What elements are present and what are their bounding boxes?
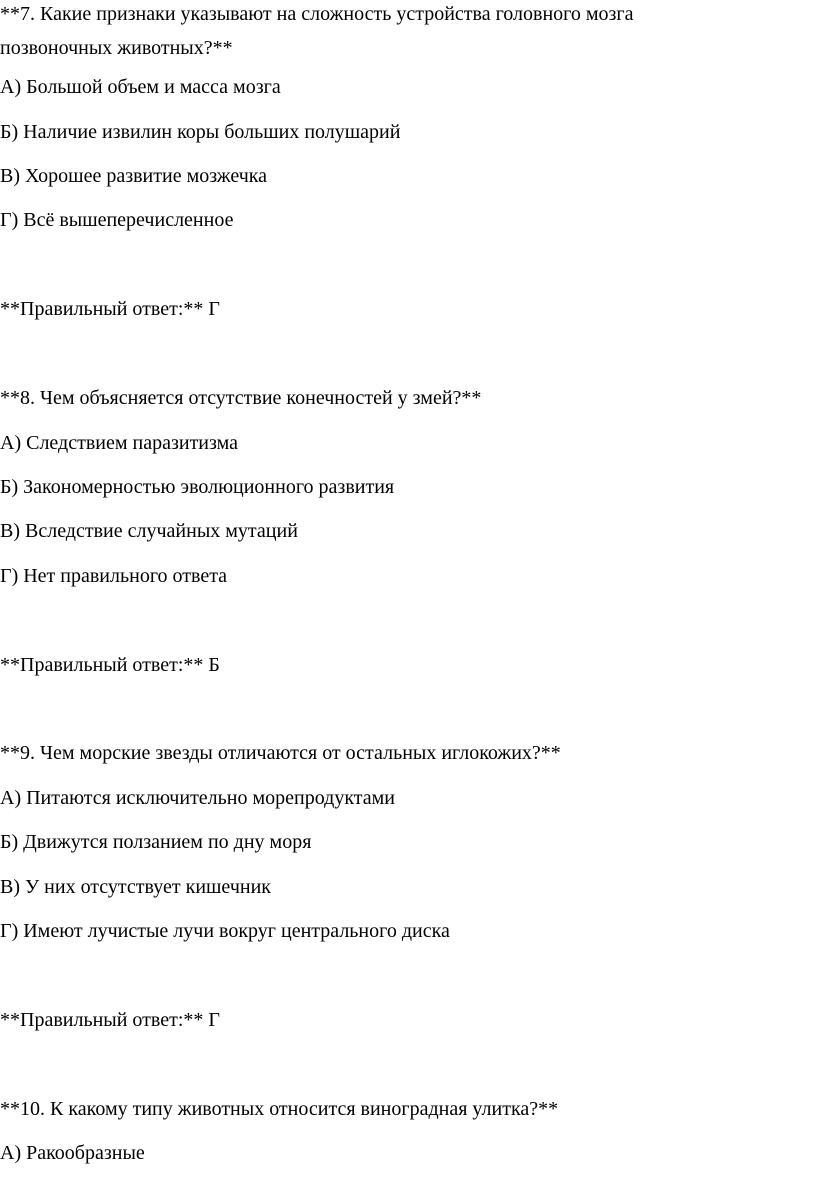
question-10-title: **10. К какому типу животных относится виноградная улитка?** — [0, 1098, 559, 1120]
question-7-option-d: Г) Всё вышеперечисленное — [0, 209, 234, 231]
question-8-title: **8. Чем объясняется отсутствие конечностей у змей?** — [0, 387, 482, 409]
question-9-title: **9. Чем морские звезды отличаются от остальных иглокожих?** — [0, 742, 561, 764]
question-7-option-a: А) Большой объем и масса мозга — [0, 76, 281, 98]
question-9-option-a: А) Питаются исключительно морепродуктами — [0, 787, 395, 809]
question-9-option-b: Б) Движутся ползанием по дну моря — [0, 831, 312, 853]
question-8-option-b: Б) Закономерностью эволюционного развития — [0, 476, 395, 498]
question-7-title-line-2: позвоночных животных?** — [0, 37, 233, 59]
question-7-answer: **Правильный ответ:** Г — [0, 298, 220, 320]
question-7-option-b: Б) Наличие извилин коры больших полушарий — [0, 121, 401, 143]
question-7-title-line-1: **7. Какие признаки указывают на сложность устройства головного мозга — [0, 3, 634, 25]
question-10-option-a: А) Ракообразные — [0, 1142, 145, 1164]
question-8-option-c: В) Вследствие случайных мутаций — [0, 520, 298, 542]
question-9-option-c: В) У них отсутствует кишечник — [0, 876, 271, 898]
question-9-answer: **Правильный ответ:** Г — [0, 1009, 220, 1031]
question-8-answer: **Правильный ответ:** Б — [0, 654, 220, 676]
question-9-option-d: Г) Имеют лучистые лучи вокруг центрального диска — [0, 920, 450, 942]
question-8-option-d: Г) Нет правильного ответа — [0, 565, 228, 587]
question-7-option-c: В) Хорошее развитие мозжечка — [0, 165, 268, 187]
question-8-option-a: А) Следствием паразитизма — [0, 432, 239, 454]
